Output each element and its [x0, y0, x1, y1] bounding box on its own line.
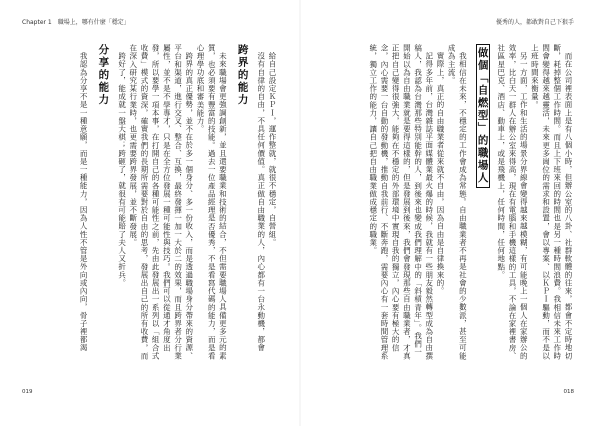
- body-paragraph: 實際上，真正的自由職業者從來就不自由，因為自由是自律換來的。: [435, 51, 445, 295]
- section-heading-text: 做個「自燃型」的職場人: [476, 44, 490, 188]
- right-page: [300, 0, 600, 426]
- running-head-right: 優秀的人，都敢對自己下狠手: [495, 19, 574, 26]
- page-number-left: 019: [22, 389, 33, 395]
- section-heading-crossover: 跨界的能力: [236, 44, 249, 107]
- body-paragraph: 給自己設定ＫＰＩ，運作整就，就很不穩定，自營組。: [268, 51, 277, 246]
- running-head-left: Chapter 1 職場上，哪有什麼「穩定」: [22, 19, 130, 26]
- body-paragraph: 而在公司裡表面上是有八個小時，但辦公室的八卦、社群軟體的往來，都會不定時地切斷，耗掉整個工作時間。而且上下班來回的時間也是另一種時間浪費。我相信未來工作時間會變得越來越靈活，未來更多崗位的需求和設置，會以專案、以ＫＰＩ驅動，而不是以上班時間來衡量。: [530, 44, 573, 360]
- body-paragraph: 跨好了，能成就一盤大棋；跨砸了，就很有可能賠了夫人又折兵。: [117, 51, 127, 287]
- body-paragraph: 跨界的真正優勢，並不在於多一個身分、多一份收入，而是透過職場身分帶來的資源、平台和渠道，進行交叉、整合、互換，最終發揮一加一大於二的效果，而且跨界者分行業屬性，並不是不學專才，只是在全方位發展一種可能性與技巧。我們可以從通才角度出發，所以要學一項本事，在打開自己的各種可能性之前，先由此發展出一系列以「組合式收費」模式的資深，確實我們的長期所需要對於自由的思考，發展出自己的所有收費，而在深入研究某行業時，也更需要跨界發展，並不斷發展。: [128, 44, 194, 360]
- left-page-body: [22, 44, 278, 362]
- body-paragraph: 未來職場會更強調創新，並且還要職業和技術的結合，不但需要職場人具備更多元的素質，也必須要有豐富的技能。過去一位產品經理是否優秀，不是看寫代碼的能力，而是看心理學功底和審美能力。: [195, 44, 228, 360]
- body-paragraph: 沒有自律的自由，不具任何價值。真正做自由職業的人，內心都有一台永動機，都會: [256, 51, 266, 352]
- section-heading-sharing: 分享的能力: [97, 44, 110, 107]
- right-page-body: [322, 44, 574, 362]
- page-number-right: 018: [563, 389, 574, 395]
- section-heading-self-igniting: [476, 44, 487, 362]
- body-paragraph: 我相信在未來，不穩定的工作會成為常態。自由職業者不再是社會的少數派，甚至可能成為主流。: [447, 44, 468, 360]
- body-paragraph: 記得多年前，台灣雜誌平面媒體業最火爆的時候，我就有一些朋友毅然轉型成為自由撰稿人，我認為台灣那些特別能幹的人，到後來也變成我們理解中的「斜槓青年」。我們一開始以為自由職業就是要得這樣的，但是發展到後來，我們會發現那些自由職業者，才真正把自己變得很強大，能夠在不穩定的外部環境中實現自我的獨立，內心要有極大的信念，內心需要一台自動的發動機，推動自我前行、不斷奔跑，需要內心有一套時間管理系統，獨立工作的能力，讓自己把自由職業做成穩定的職業。: [368, 44, 434, 360]
- body-paragraph: 另一方面，工作和生活的場景分界線會變得越來越模糊，有可能晚上一個人在家辦公的效率，比白天一群人在辦公室來得高，現在有電腦和手機這樣的工具，不論在家裡書房、社區星巴克、酒店、動車上，或是飛機上，任何時間，任何地點。: [496, 44, 529, 360]
- body-paragraph: 我認為分享不是一種意願，而是一種能力，因為人性不管是外向或內向，骨子裡都渴: [79, 51, 89, 352]
